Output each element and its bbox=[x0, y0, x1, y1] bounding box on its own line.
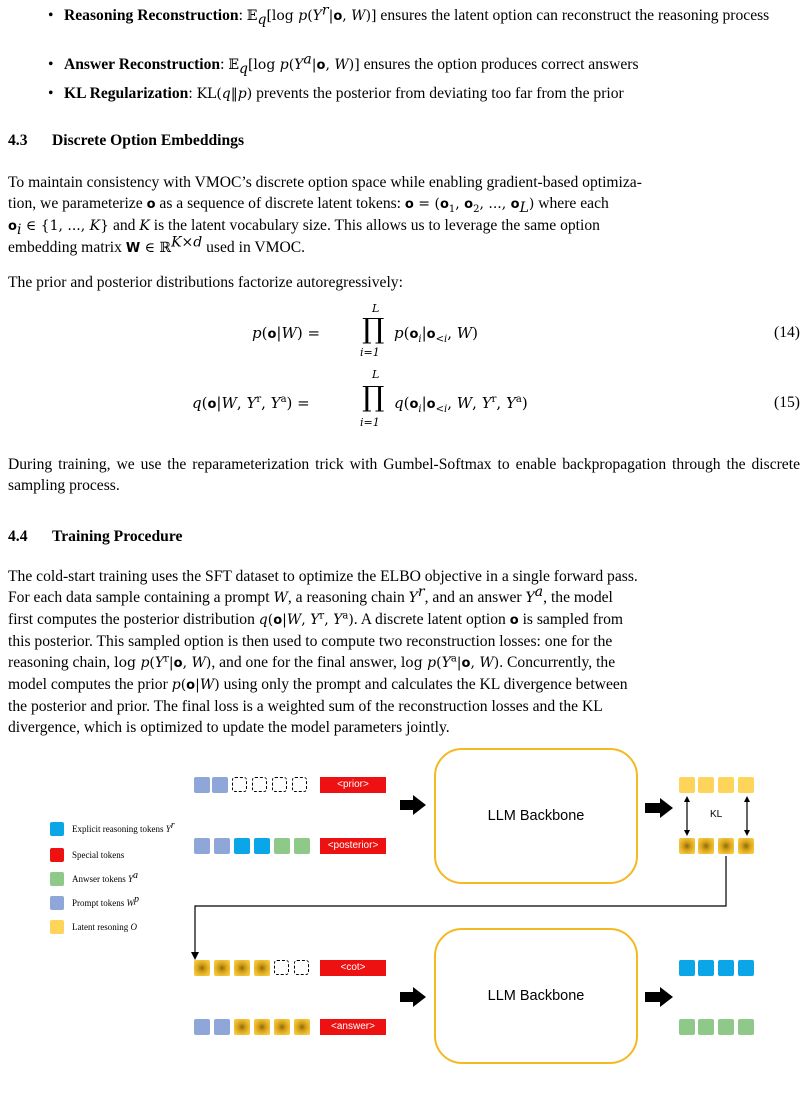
equation-14: p(o|W) = L ∏ i=1 $p(o_i|o_{<i}$, W) (14) bbox=[252, 302, 800, 359]
llm-backbone-bottom: LLM Backbone bbox=[434, 928, 638, 1064]
prior-latent-token bbox=[718, 777, 734, 793]
prompt-token bbox=[194, 777, 210, 793]
legend-swatch bbox=[50, 920, 64, 934]
arrow-shaft bbox=[645, 992, 661, 1002]
text-line: reasoning chain, $\log p(Y^r|o$, W), and one for the final answer, $\log p(Y^a|o$, W). Concurrently, the bbox=[8, 653, 616, 671]
bullet-desc: prevents the posterior from deviating too far from the prior bbox=[256, 85, 624, 102]
text-line: this posterior. This sampled option is then used to compute two reconstruction losses: one for the bbox=[8, 633, 613, 650]
latent-token bbox=[254, 960, 270, 976]
section-number: 4.4 bbox=[8, 528, 28, 545]
section-number: 4.3 bbox=[8, 132, 28, 149]
bullet-kl-regularization: • KL Regularization: KL(q‖p) prevents the posterior from deviating too far from the prior bbox=[48, 85, 624, 102]
paragraph-training-procedure bbox=[8, 566, 800, 738]
paragraph-factorize: The prior and posterior distributions factorize autoregressively: bbox=[8, 274, 403, 291]
text-line: the posterior and prior. The final loss is a weighted sum of the reconstruction losses and the KL bbox=[8, 698, 603, 715]
prior-special-token: <prior> bbox=[320, 777, 386, 793]
output-reasoning-token bbox=[698, 960, 714, 976]
text-line: first computes the posterior distribution q(o|W, $Y^r$, $Y^a$). A discrete latent option o is sampled from bbox=[8, 610, 624, 628]
prior-latent-token bbox=[679, 777, 695, 793]
latent-token bbox=[254, 1019, 270, 1035]
empty-latent-slot bbox=[252, 777, 267, 792]
arrow-right-icon bbox=[660, 798, 673, 818]
latent-token bbox=[274, 1019, 290, 1035]
legend-swatch bbox=[50, 896, 64, 910]
text-line: tion, we parameterize o as a sequence of discrete latent tokens: $o = (o_1$, $o_2$, ..., $o_L$) where each bbox=[8, 195, 609, 216]
text-line: divergence, which is optimized to update the model parameters jointly. bbox=[8, 719, 450, 736]
output-answer-token bbox=[738, 1019, 754, 1035]
latent-token bbox=[234, 1019, 250, 1035]
prompt-token bbox=[194, 1019, 210, 1035]
text-line: embedding matrix W ∈ ℝ$^{K\times d}$ used in VMOC. bbox=[8, 234, 306, 256]
text-line: $o_i$ ∈ {1, ..., K} and K is the latent vocabulary size. This allows us to leverage the same option bbox=[8, 217, 600, 238]
equation-number: (15) bbox=[774, 394, 800, 411]
arrow-shaft bbox=[400, 800, 414, 810]
prior-latent-token bbox=[738, 777, 754, 793]
bullet-label: Reasoning Reconstruction bbox=[64, 7, 239, 24]
arrow-shaft bbox=[645, 803, 661, 813]
cot-special-token: <cot> bbox=[320, 960, 386, 976]
empty-latent-slot bbox=[292, 777, 307, 792]
posterior-special-token: <posterior> bbox=[320, 838, 386, 854]
empty-slot bbox=[274, 960, 289, 975]
arrow-right-icon bbox=[660, 987, 673, 1007]
paragraph-option-embeddings bbox=[8, 172, 800, 259]
legend-swatch bbox=[50, 872, 64, 886]
empty-latent-slot bbox=[272, 777, 287, 792]
output-answer-token bbox=[679, 1019, 695, 1035]
arrow-shaft bbox=[400, 992, 414, 1002]
prompt-token bbox=[214, 1019, 230, 1035]
bullet-label: KL Regularization bbox=[64, 85, 189, 102]
output-reasoning-token bbox=[738, 960, 754, 976]
answer-special-token: <answer> bbox=[320, 1019, 386, 1035]
prior-latent-token bbox=[698, 777, 714, 793]
paper-page: • Reasoning Reconstruction: 𝔼$_q$[log $p(Y^r|o$, W)] ensures the latent option can reconstruct the reasoning process • Answer Reconstruction: 𝔼$_q$[log $p(Y^a|o$, W)] ensures the option produces correct answers • KL Regularization: KL(q‖p) prevents the posterior from deviating too far from the prior 4.3 Discrete Option Embeddings To maintain consistency with VMOC’s discrete option space while enabling gradient-based optimiza- tion, we parameterize o as a sequence of discrete latent tokens: $o = (o_1$, $o_2$, ..., $o_L$) where each $o_i$ ∈ {1, ..., K} and K is the latent vocabulary size. This allows us to leverage the same option embedding matrix W ∈ ℝ$^{K\times d}$ used in VMOC. The prior and posterior distributions factorize autoregressively: p(o|W) = L ∏ i=1 $p(o_i|o_{<i}$, W) (14) q(o|W, $Y^r$, $Y^a$) = L ∏ i=1 $q(o_i|o_{<i}$, W, $Y^r$, $Y^a$) (15) During training, we use the reparameterization trick with Gumbel-Softmax to enable backpropagation through the discrete sampling process. 4.4 Training Procedure The cold-start training uses the SFT dataset to optimize the ELBO objective in a single forward pass. For each data sample containing a prompt W, a reasoning chain $Y^r$, and an answer $Y^a$, the model first computes the posterior distribution q(o|W, $Y^r$, $Y^a$). A discrete latent option o is sampled from this posterior. This sampled option is then used to compute two reconstruction losses: one for the reasoning chain, $\log p(Y^r|o$, W), and one for the final answer, $\log p(Y^a|o$, W). Concurrently, the model computes the prior p(o|W) using only the prompt and calculates the KL divergence between the posterior and prior. The final loss is a weighted sum of the reconstruction losses and the KL divergence, which is optimized to update the model parameters jointly. Explicit reasoning tokens $Y^r$ Special tokens Anwser tokens $Y^a$ Prompt tokens $W^p$ Latent resoning O <prior> <posterior> LLM Backbone KL <cot> <answer> LLM Backbone bbox=[0, 0, 808, 1098]
output-reasoning-token bbox=[718, 960, 734, 976]
bullet-reasoning-reconstruction: • Reasoning Reconstruction: 𝔼$_q$[log $p(Y^r|o$, W)] ensures the latent option can reconstruct the reasoning process bbox=[48, 2, 770, 28]
bullet-desc: ensures the option produces correct answers bbox=[363, 56, 639, 73]
output-answer-token bbox=[698, 1019, 714, 1035]
text-line: For each data sample containing a prompt W, a reasoning chain $Y^r$, and an answer $Y^a$, the model bbox=[8, 583, 613, 606]
kl-label: KL bbox=[710, 809, 723, 820]
posterior-latent-token bbox=[738, 838, 754, 854]
output-answer-token bbox=[718, 1019, 734, 1035]
bullet-desc: ensures the latent option can reconstruct the reasoning process bbox=[380, 7, 770, 24]
output-reasoning-token bbox=[679, 960, 695, 976]
prompt-token bbox=[212, 777, 228, 793]
section-title: Training Procedure bbox=[52, 528, 183, 545]
latent-token bbox=[214, 960, 230, 976]
section-heading-4-4 bbox=[8, 528, 182, 546]
bullet-label: Answer Reconstruction bbox=[64, 56, 221, 73]
legend-swatch bbox=[50, 848, 64, 862]
legend-swatch bbox=[50, 822, 64, 836]
latent-token bbox=[234, 960, 250, 976]
equation-15: q(o|W, $Y^r$, $Y^a$) = L ∏ i=1 $q(o_i|o_{<i}$, W, $Y^r$, $Y^a$) (15) bbox=[192, 368, 800, 429]
empty-latent-slot bbox=[232, 777, 247, 792]
paragraph-gumbel: During training, we use the reparameterization trick with Gumbel-Softmax to enable backpropagation through the discrete sampling process. bbox=[8, 456, 800, 494]
text-line: To maintain consistency with VMOC’s discrete option space while enabling gradient-based optimiza- bbox=[8, 174, 642, 191]
text-line: The cold-start training uses the SFT dataset to optimize the ELBO objective in a single forward pass. bbox=[8, 568, 638, 585]
equation-number: (14) bbox=[774, 324, 800, 341]
arrow-right-icon bbox=[413, 987, 426, 1007]
section-title: Discrete Option Embeddings bbox=[52, 132, 245, 149]
empty-slot bbox=[294, 960, 309, 975]
text-line: model computes the prior p(o|W) using only the prompt and calculates the KL divergence between bbox=[8, 676, 628, 693]
section-heading-4-3 bbox=[8, 132, 244, 150]
bullet-answer-reconstruction: • Answer Reconstruction: 𝔼$_q$[log $p(Y^a|o$, W)] ensures the option produces correct answers bbox=[48, 51, 639, 77]
latent-token bbox=[294, 1019, 310, 1035]
latent-token bbox=[194, 960, 210, 976]
llm-backbone-top: LLM Backbone bbox=[434, 748, 638, 884]
arrow-right-icon bbox=[413, 795, 426, 815]
